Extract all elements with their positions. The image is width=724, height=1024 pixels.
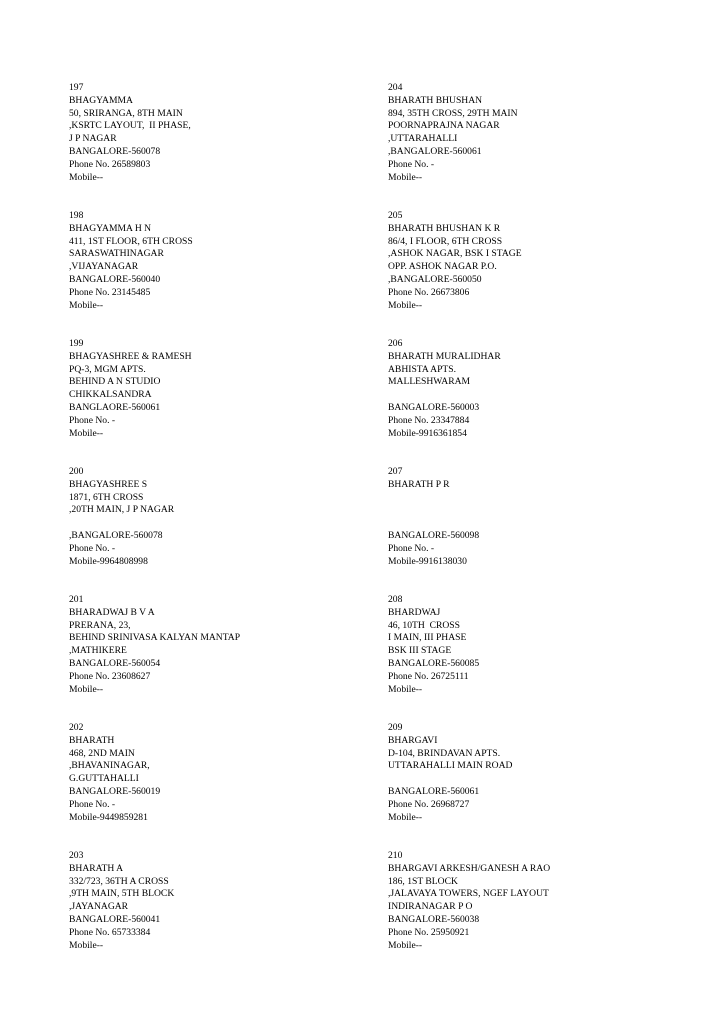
address-line-3: J P NAGAR [69, 133, 117, 145]
address-line-1: 86/4, I FLOOR, 6TH CROSS [388, 235, 503, 247]
phone-number: Phone No. 26725111 [388, 670, 469, 682]
entry-number: 199 [69, 338, 84, 349]
entry-number: 205 [388, 210, 403, 221]
address-line-3: CHIKKALSANDRA [69, 389, 152, 401]
mobile-number: Mobile-9964808998 [69, 555, 148, 567]
city-pin: BANGLAORE-560061 [69, 401, 161, 413]
entry-number: 207 [388, 466, 403, 477]
directory-entry-210 [388, 850, 688, 978]
entry-name: BHARDWAJ [388, 606, 441, 618]
entry-number: 204 [388, 82, 403, 93]
mobile-number: Mobile-- [69, 427, 104, 439]
address-line-3: ,VIJAYANAGAR [69, 261, 139, 273]
entry-name: BHARADWAJ B V A [69, 606, 155, 618]
directory-entry-204 [388, 82, 688, 210]
mobile-number: Mobile-- [69, 683, 104, 695]
phone-number: Phone No. 23608627 [69, 670, 151, 682]
entry-number: 200 [69, 466, 84, 477]
address-line-3: ,UTTARAHALLI [388, 133, 458, 145]
phone-number: Phone No. - [69, 414, 116, 426]
address-line-2: ,9TH MAIN, 5TH BLOCK [69, 888, 175, 900]
mobile-number: Mobile-- [388, 811, 423, 823]
mobile-number: Mobile-9916361854 [388, 427, 467, 439]
address-line-1: 468, 2ND MAIN [69, 747, 135, 759]
address-line-2: ,BHAVANINAGAR, [69, 760, 150, 772]
directory-entry-197 [69, 82, 369, 210]
phone-number: Phone No. 23145485 [69, 286, 151, 298]
city-pin: BANGALORE-560038 [388, 913, 480, 925]
city-pin: BANGALORE-560019 [69, 785, 161, 797]
phone-number: Phone No. 23347884 [388, 414, 470, 426]
entry-name: BHARGAVI [388, 734, 438, 746]
address-line-2: BEHIND A N STUDIO [69, 376, 161, 388]
address-line-3: G.GUTTAHALLI [69, 773, 139, 785]
address-line-2: SARASWATHINAGAR [69, 248, 164, 260]
entry-name: BHAGYASHREE & RAMESH [69, 350, 192, 362]
entry-number: 198 [69, 210, 84, 221]
address-line-3: OPP. ASHOK NAGAR P.O. [388, 261, 497, 273]
phone-number: Phone No. 25950921 [388, 926, 470, 938]
directory-entry-198 [69, 210, 369, 338]
entry-number: 209 [388, 722, 403, 733]
address-line-1: 50, SRIRANGA, 8TH MAIN [69, 107, 183, 119]
address-line-2: ,KSRTC LAYOUT, II PHASE, [69, 120, 191, 132]
right-column [388, 82, 688, 978]
city-pin: BANGALORE-560054 [69, 657, 161, 669]
address-line-1: 894, 35TH CROSS, 29TH MAIN [388, 107, 518, 119]
directory-entry-199 [69, 338, 369, 466]
address-line-3 [388, 773, 688, 786]
directory-entry-200 [69, 466, 369, 594]
city-pin: BANGALORE-560003 [388, 401, 480, 413]
phone-number: Phone No. 26968727 [388, 798, 470, 810]
address-line-1: PRERANA, 23, [69, 619, 131, 631]
directory-entry-201 [69, 594, 369, 722]
entry-number: 208 [388, 594, 403, 605]
address-line-3: ,JAYANAGAR [69, 901, 129, 913]
city-pin: BANGALORE-560040 [69, 273, 161, 285]
phone-number: Phone No. - [388, 542, 435, 554]
address-line-2: POORNAPRAJNA NAGAR [388, 120, 500, 132]
address-line-3 [388, 389, 688, 402]
directory-entry-202 [69, 722, 369, 850]
city-pin: BANGALORE-560061 [388, 785, 480, 797]
entry-number: 197 [69, 82, 84, 93]
address-line-2: ,JALAVAYA TOWERS, NGEF LAYOUT [388, 888, 549, 900]
phone-number: Phone No. 26673806 [388, 286, 470, 298]
address-line-3: BSK III STAGE [388, 645, 452, 657]
address-line-1: ABHISTA APTS. [388, 363, 457, 375]
address-line-1: 186, 1ST BLOCK [388, 875, 458, 887]
address-line-2: UTTARAHALLI MAIN ROAD [388, 760, 513, 772]
address-line-1: 46, 10TH CROSS [388, 619, 460, 631]
city-pin: BANGALORE-560085 [388, 657, 480, 669]
mobile-number: Mobile-- [388, 299, 423, 311]
entry-name: BHARATH A [69, 862, 124, 874]
directory-entry-208 [388, 594, 688, 722]
address-line-2 [388, 504, 688, 517]
address-line-3: INDIRANAGAR P O [388, 901, 473, 913]
entry-number: 202 [69, 722, 84, 733]
city-pin: BANGALORE-560041 [69, 913, 161, 925]
entry-name: BHARATH MURALIDHAR [388, 350, 501, 362]
entry-name: BHARATH BHUSHAN [388, 94, 483, 106]
mobile-number: Mobile-- [69, 299, 104, 311]
mobile-number: Mobile-9916138030 [388, 555, 467, 567]
mobile-number: Mobile-- [69, 171, 104, 183]
directory-entry-206 [388, 338, 688, 466]
address-line-3 [388, 517, 688, 530]
address-line-2: MALLESHWARAM [388, 376, 471, 388]
address-line-3 [69, 517, 369, 530]
address-line-1 [388, 492, 688, 505]
entry-name: BHARATH [69, 734, 115, 746]
directory-entry-207 [388, 466, 688, 594]
phone-number: Phone No. - [69, 542, 116, 554]
city-pin: ,BANGALORE-560061 [388, 145, 482, 157]
directory-entry-205 [388, 210, 688, 338]
mobile-number: Mobile-9449859281 [69, 811, 148, 823]
mobile-number: Mobile-- [388, 683, 423, 695]
mobile-number: Mobile-- [388, 171, 423, 183]
city-pin: BANGALORE-560078 [69, 145, 161, 157]
left-column [69, 82, 369, 978]
phone-number: Phone No. 65733384 [69, 926, 151, 938]
address-line-3: ,MATHIKERE [69, 645, 127, 657]
mobile-number: Mobile-- [69, 939, 104, 951]
entry-number: 201 [69, 594, 84, 605]
entry-name: BHARATH P R [388, 478, 450, 490]
address-line-2: ,ASHOK NAGAR, BSK I STAGE [388, 248, 522, 260]
entry-name: BHARATH BHUSHAN K R [388, 222, 501, 234]
phone-number: Phone No. 26589803 [69, 158, 151, 170]
mobile-number: Mobile-- [388, 939, 423, 951]
entry-name: BHAGYASHREE S [69, 478, 148, 490]
address-line-1: 411, 1ST FLOOR, 6TH CROSS [69, 235, 193, 247]
entry-name: BHAGYAMMA [69, 94, 133, 106]
city-pin: BANGALORE-560098 [388, 529, 480, 541]
address-line-1: PQ-3, MGM APTS. [69, 363, 146, 375]
address-line-1: 332/723, 36TH A CROSS [69, 875, 169, 887]
directory-entry-209 [388, 722, 688, 850]
address-line-2: BEHIND SRINIVASA KALYAN MANTAP [69, 632, 241, 644]
address-line-2: I MAIN, III PHASE [388, 632, 467, 644]
entry-name: BHAGYAMMA H N [69, 222, 152, 234]
directory-entry-203 [69, 850, 369, 978]
city-pin: ,BANGALORE-560078 [69, 529, 163, 541]
address-line-1: 1871, 6TH CROSS [69, 491, 144, 503]
address-line-1: D-104, BRINDAVAN APTS. [388, 747, 501, 759]
entry-number: 206 [388, 338, 403, 349]
city-pin: ,BANGALORE-560050 [388, 273, 482, 285]
entry-number: 203 [69, 850, 84, 861]
phone-number: Phone No. - [388, 158, 435, 170]
entry-name: BHARGAVI ARKESH/GANESH A RAO [388, 862, 551, 874]
address-line-2: ,20TH MAIN, J P NAGAR [69, 504, 175, 516]
phone-number: Phone No. - [69, 798, 116, 810]
entry-number: 210 [388, 850, 403, 861]
